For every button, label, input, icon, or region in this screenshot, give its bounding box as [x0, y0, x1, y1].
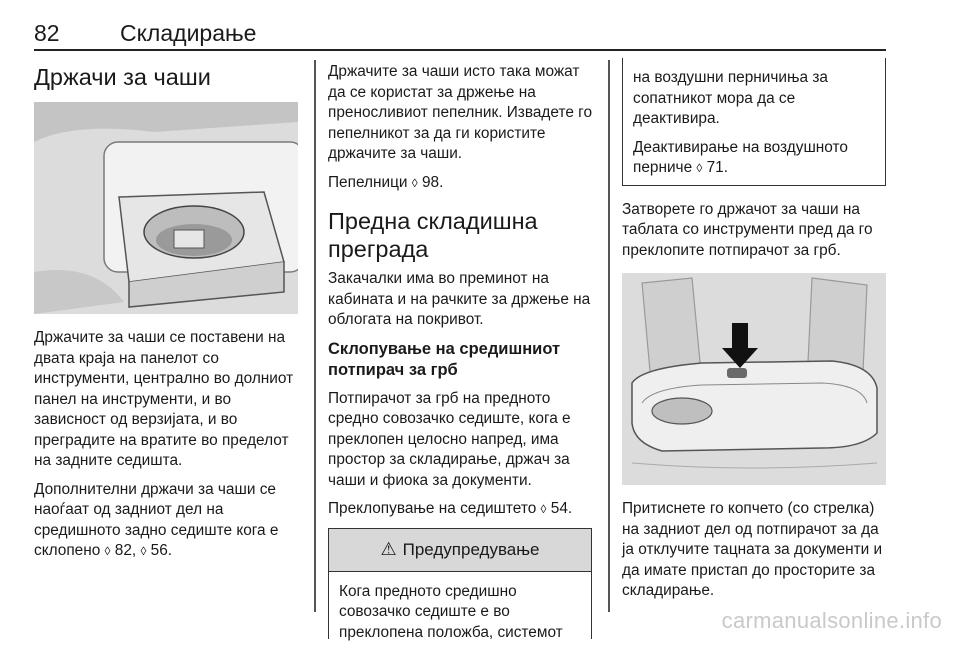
warning-box	[328, 528, 592, 639]
cross-reference-label: Преклопување на седиштето	[328, 500, 541, 517]
page-reference[interactable]: 71.	[707, 159, 728, 176]
subsection-title: Склопување на средишниот потпирач за грб	[328, 339, 592, 381]
paragraph: Потпирачот за грб на предното средно совозачко седиште, кога е преклопен целосно напред, има простор за складирање, држач за чаши и фиока за документи.	[328, 389, 592, 492]
paragraph: Затворете го држачот за чаши на таблата со инструменти пред да го преклопите потпирачот за грб.	[622, 200, 886, 262]
page-reference[interactable]: 54.	[551, 500, 572, 517]
warning-label: Предупредување	[403, 540, 540, 560]
column-divider	[314, 60, 316, 612]
paragraph: Притиснете го копчето (со стрелка) на задниот дел од потпирачот за да ја отклучите тацната за документи и да имате пристап до просторите за складирање.	[622, 499, 886, 602]
armrest-illustration	[622, 273, 886, 485]
header-rule	[34, 49, 886, 51]
armrest-drawing	[622, 273, 886, 485]
page-reference[interactable]: 82	[115, 542, 132, 559]
page-header	[34, 18, 886, 50]
paragraph: Држачите за чаши се поставени на двата краја на панелот со инструменти, централно во долниот панел на инструменти, и во зависност од верзијата, и во преградите на вратите во пределот на задните седишта.	[34, 328, 298, 472]
page-reference[interactable]: 98.	[422, 174, 443, 191]
paragraph: Дополнителни држачи за чаши се наоѓаат од задниот дел на средишното задно седиште кога е склопено ◊ 82, ◊ 56.	[34, 480, 298, 562]
page-number: 82	[34, 20, 60, 47]
reference-arrow-icon: ◊	[412, 176, 418, 190]
warning-text: на воздушни перничиња за сопатникот мора да се деактивира.	[633, 68, 875, 130]
section-title-front-storage: Предна складишна преграда	[328, 207, 592, 263]
warning-body	[329, 572, 591, 655]
paragraph-text: Дополнителни држачи за чаши се наоѓаат од задниот дел на средишното задно седиште кога е склопено	[34, 481, 278, 560]
reference-arrow-icon: ◊	[696, 161, 702, 175]
warning-text: Кога предното средишно совозачко седиште е во преклопена положба, системот	[339, 582, 581, 644]
watermark: carmanualsonline.info	[722, 608, 942, 634]
cross-reference-label: Пепелници	[328, 174, 412, 191]
column-2	[328, 62, 592, 639]
warning-box-continued	[622, 58, 886, 186]
cup-holder-drawing	[34, 102, 298, 314]
reference-arrow-icon: ◊	[140, 544, 146, 558]
column-3	[622, 62, 886, 610]
cross-reference	[633, 138, 875, 179]
paragraph: Држачите за чаши исто така можат да се користат за држење на преносливиот пепелник. Извадете го пепелникот за да ги користите држачите за чаши.	[328, 62, 592, 165]
running-title: Складирање	[120, 20, 256, 47]
cup-holder-illustration	[34, 102, 298, 314]
paragraph: Закачалки има во преминот на кабината и на рачките за држење на облогата на покривот.	[328, 269, 592, 331]
reference-arrow-icon: ◊	[541, 502, 547, 516]
reference-arrow-icon: ◊	[105, 544, 111, 558]
column-divider	[608, 60, 610, 612]
cross-reference-label: Деактивирање на воздушното перниче	[633, 139, 848, 177]
page-reference[interactable]: 56	[151, 542, 168, 559]
cross-reference	[328, 499, 592, 520]
section-title-cup-holders: Држачи за чаши	[34, 62, 298, 92]
warning-icon: ⚠	[380, 539, 396, 560]
column-1	[34, 62, 298, 570]
cross-reference	[328, 173, 592, 194]
warning-heading	[329, 529, 591, 572]
